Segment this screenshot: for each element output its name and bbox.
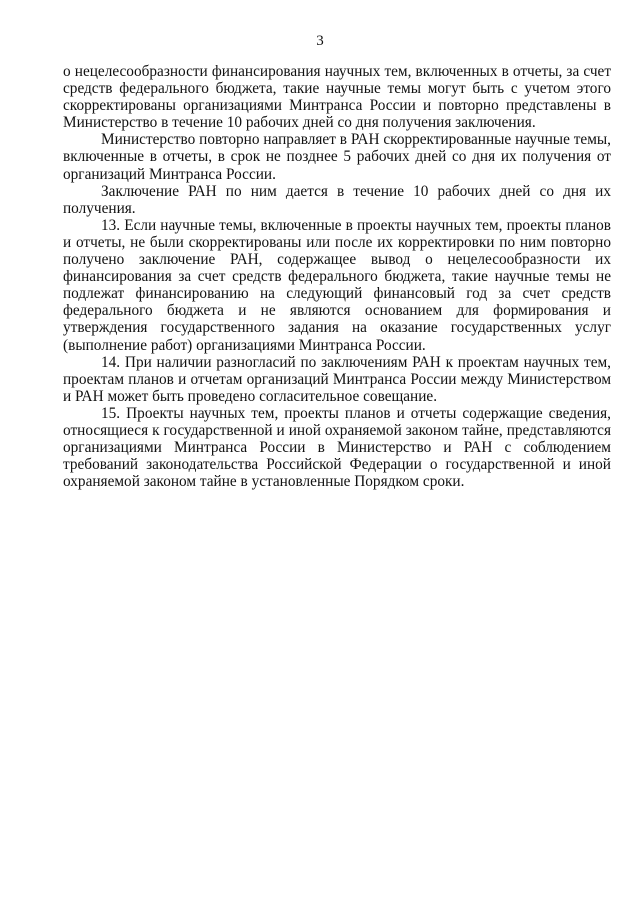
paragraph-ministry-resubmission: Министерство повторно направляет в РАН скорректированные научные темы, включенные в отчеты, в срок не позднее 5 рабочих дней со дня их получения от организаций Минтранса России. [63, 131, 611, 183]
document-body [63, 63, 611, 490]
page-number: 3 [316, 33, 324, 49]
paragraph-ran-conclusion: Заключение РАН по ним дается в течение 10 рабочих дней со дня их получения. [63, 182, 611, 217]
paragraph-item-14: 14. При наличии разногласий по заключениям РАН к проектам научных тем, проектам планов и отчетам организаций Минтранса России между Министерством и РАН может быть проведено согласительное совещание. [63, 353, 611, 405]
paragraph-continuation: о нецелесообразности финансирования научных тем, включенных в отчеты, за счет средств федерального бюджета, такие научные темы могут быть с учетом этого скорректированы организациями Минтранса России и повторно представлены в Министерство в течение 10 рабочих дней со дня получения заключения. [63, 63, 611, 132]
paragraph-item-13: 13. Если научные темы, включенные в проекты научных тем, проекты планов и отчеты, не были скорректированы или после их корректировки по ним повторно получено заключение РАН, содержащее вывод о нецелесообразности их финансирования за счет средств федерального бюджета, такие научные темы не подлежат финансированию на следующий финансовый год за счет средств федерального бюджета и не являются основанием для формирования и утверждения государственного задания на оказание государственных услуг (выполнение работ) организациями Минтранса России. [63, 216, 611, 354]
paragraph-item-15: 15. Проекты научных тем, проекты планов и отчеты содержащие сведения, относящиеся к государственной и иной охраняемой законом тайне, представляются организациями Минтранса России в Министерство и РАН с соблюдением требований законодательства Российской Федерации о государственной и иной охраняемой законом тайне в установленные Порядком сроки. [63, 404, 611, 491]
